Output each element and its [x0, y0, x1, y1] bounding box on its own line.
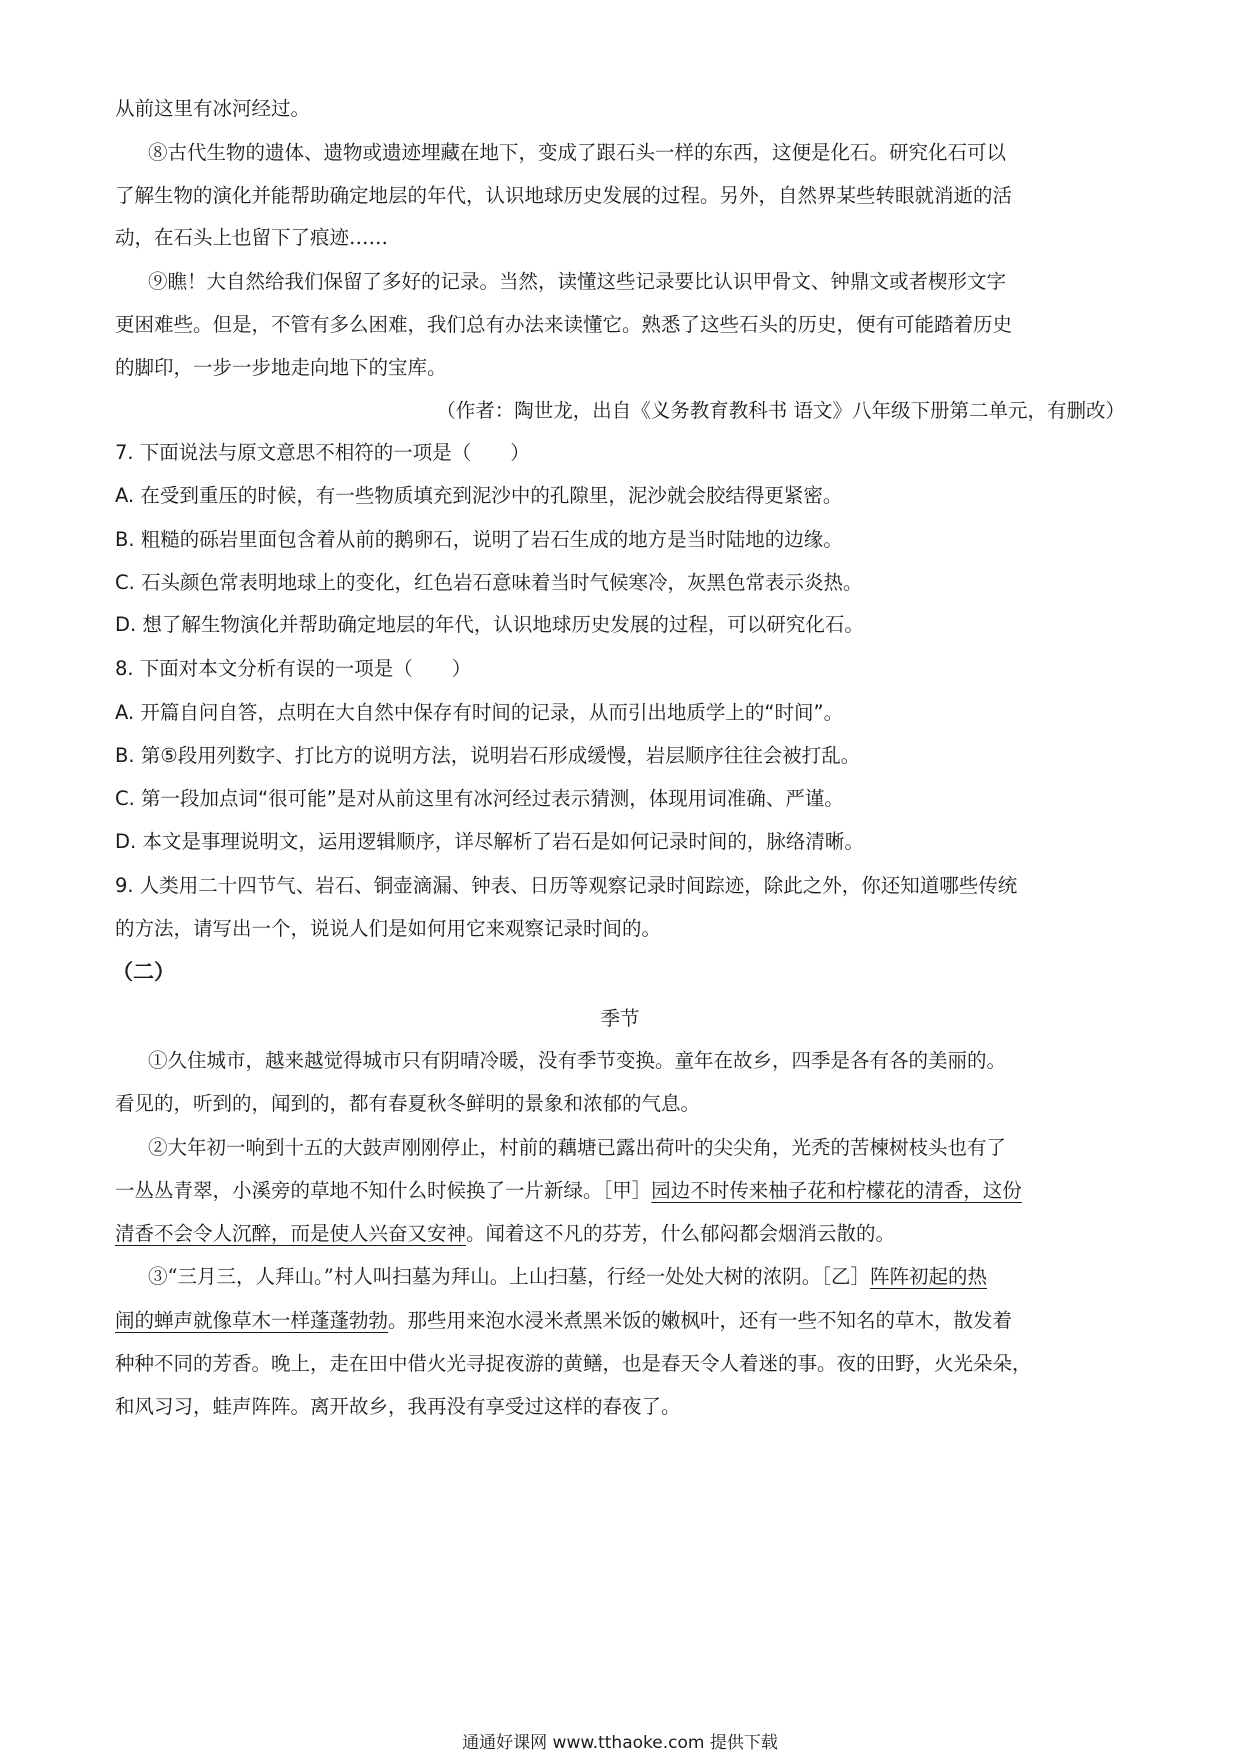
section2-paragraph-2-line: [115, 1219, 1125, 1249]
source-citation: （作者：陶世龙，出自《义务教育教科书 语文》八年级下册第二单元，有删改）: [436, 399, 1125, 422]
question-7-stem: 7. 下面说法与原文意思不相符的一项是（ ）: [115, 441, 530, 464]
section2-paragraph-3-line: [148, 1262, 1125, 1292]
section2-paragraph-2-line: [115, 1176, 1125, 1206]
footer-download-notice: 通通好课网 www.tthaoke.com 提供下载: [462, 1733, 778, 1753]
section2-paragraph-3-line: 和风习习，蛙声阵阵。离开故乡，我再没有享受过这样的春夜了。: [115, 1395, 681, 1418]
section2-paragraph-1-line: 看见的，听到的，闻到的，都有春夏秋冬鲜明的景象和浓郁的气息。: [115, 1092, 701, 1115]
article-title: 季节: [600, 1007, 640, 1030]
underlined-sentence-jia: 清香不会令人沉醉，而是使人兴奋又安神: [115, 1222, 467, 1245]
plain-text: 。那些用来泡水浸米煮黑米饭的嫩枫叶，还有一些不知名的草木，散发着: [388, 1309, 1013, 1332]
section2-paragraph-3-line: 种种不同的芳香。晚上，走在田中借火光寻捉夜游的黄鳝，也是春天令人着迷的事。夜的田野，火光朵朵，: [115, 1352, 1032, 1375]
paragraph-9-line: ⑨瞧！大自然给我们保留了多好的记录。当然，读懂这些记录要比认识甲骨文、钟鼎文或者楔形文字: [148, 270, 1007, 293]
section-heading: （二）: [112, 959, 175, 984]
question-8-option-b: B. 第⑤段用列数字、打比方的说明方法，说明岩石形成缓慢，岩层顺序往往会被打乱。: [115, 744, 861, 767]
question-8-stem: 8. 下面对本文分析有误的一项是（ ）: [115, 657, 472, 680]
text-line: 从前这里有冰河经过。: [115, 97, 311, 120]
section2-paragraph-2-line: ②大年初一响到十五的大鼓声刚刚停止，村前的藕塘已露出荷叶的尖尖角，光秃的苦楝树枝头也有了: [148, 1136, 1007, 1159]
underlined-sentence-jia: 园边不时传来柚子花和柠檬花的清香，这份: [651, 1179, 1022, 1202]
question-8-option-a: A. 开篇自问自答，点明在大自然中保存有时间的记录，从而引出地质学上的“时间”。: [115, 701, 844, 724]
question-9-line: 9. 人类用二十四节气、岩石、铜壶滴漏、钟表、日历等观察记录时间踪迹，除此之外，你还知道哪些传统: [115, 874, 1018, 897]
paragraph-8-line: 动，在石头上也留下了痕迹……: [115, 226, 389, 249]
underlined-sentence-yi: 阵阵初起的热: [869, 1265, 987, 1288]
question-7-option-d: D. 想了解生物演化并帮助确定地层的年代，认识地球历史发展的过程，可以研究化石。: [115, 613, 864, 636]
paragraph-8-line: 了解生物的演化并能帮助确定地层的年代，认识地球历史发展的过程。另外，自然界某些转眼就消逝的活: [115, 184, 1013, 207]
question-7-option-b: B. 粗糙的砾岩里面包含着从前的鹅卵石，说明了岩石生成的地方是当时陆地的边缘。: [115, 528, 843, 551]
question-7-option-c: C. 石头颜色常表明地球上的变化，红色岩石意味着当时气候寒冷，灰黑色常表示炎热。: [115, 571, 863, 594]
plain-text: 。闻着这不凡的芬芳，什么郁闷都会烟消云散的。: [466, 1222, 896, 1245]
question-7-option-a: A. 在受到重压的时候，有一些物质填充到泥沙中的孔隙里，泥沙就会胶结得更紧密。: [115, 484, 843, 507]
underlined-sentence-yi: 闹的蝉声就像草木一样蓬蓬勃勃: [115, 1309, 389, 1332]
section2-paragraph-1-line: ①久住城市，越来越觉得城市只有阴晴冷暖，没有季节变换。童年在故乡，四季是各有各的美丽的。: [148, 1049, 1007, 1072]
paragraph-9-line: 的脚印，一步一步地走向地下的宝库。: [115, 356, 447, 379]
plain-text: ③“三月三，人拜山。”村人叫扫墓为拜山。上山扫墓，行经一处处大树的浓阴。［乙］: [148, 1265, 870, 1288]
plain-text: 一丛丛青翠，小溪旁的草地不知什么时候换了一片新绿。［甲］: [115, 1179, 652, 1202]
question-8-option-c: C. 第一段加点词“很可能”是对从前这里有冰河经过表示猜测，体现用词准确、严谨。: [115, 787, 844, 810]
section2-paragraph-3-line: [115, 1306, 1125, 1336]
question-9-line: 的方法，请写出一个，说说人们是如何用它来观察记录时间的。: [115, 917, 662, 940]
paragraph-8-line: ⑧古代生物的遗体、遗物或遗迹埋藏在地下，变成了跟石头一样的东西，这便是化石。研究化石可以: [148, 141, 1007, 164]
question-8-option-d: D. 本文是事理说明文，运用逻辑顺序，详尽解析了岩石是如何记录时间的，脉络清晰。: [115, 830, 864, 853]
paragraph-9-line: 更困难些。但是，不管有多么困难，我们总有办法来读懂它。熟悉了这些石头的历史，便有可能踏着历史: [115, 313, 1013, 336]
